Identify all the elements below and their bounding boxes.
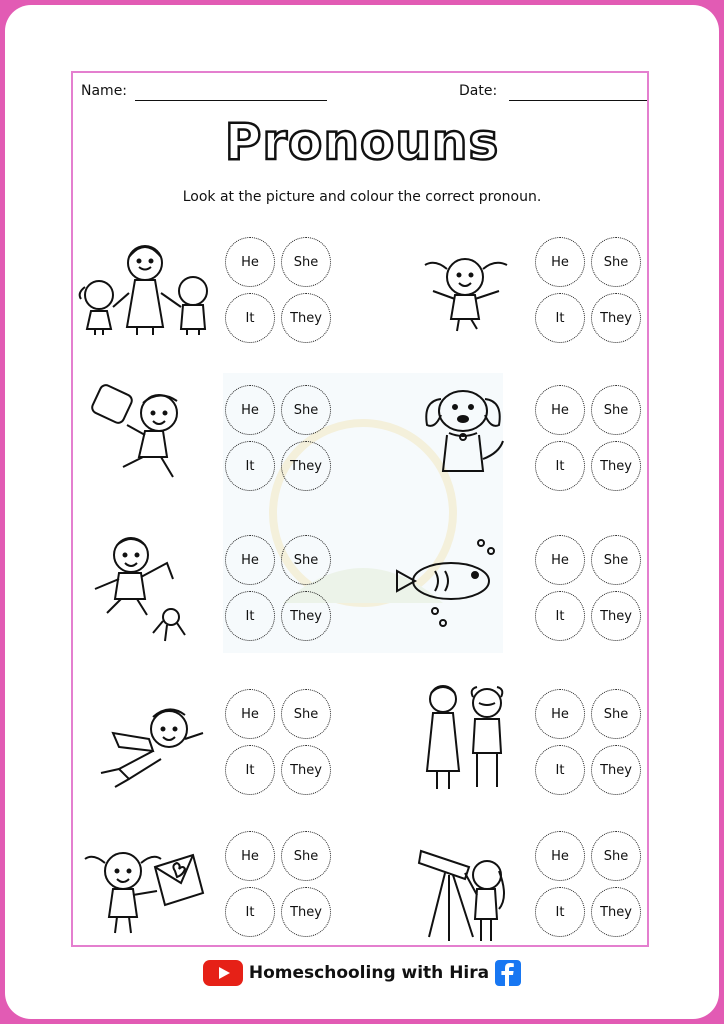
pronoun-option-they[interactable]: They xyxy=(591,745,641,795)
facebook-icon[interactable] xyxy=(495,960,521,986)
name-field[interactable] xyxy=(135,100,327,101)
pronoun-option-she[interactable]: She xyxy=(591,689,641,739)
boy-with-bag-icon xyxy=(93,383,193,487)
family-icon xyxy=(73,237,223,341)
pronoun-option-it[interactable]: It xyxy=(535,591,585,641)
pronoun-option-it[interactable]: It xyxy=(535,745,585,795)
youtube-icon[interactable] xyxy=(203,960,243,986)
pronoun-option-it[interactable]: It xyxy=(225,441,275,491)
pronoun-option-they[interactable]: They xyxy=(281,745,331,795)
flying-boy-icon xyxy=(89,699,209,793)
grandparents-icon xyxy=(419,681,519,797)
pronoun-option-they[interactable]: They xyxy=(591,441,641,491)
pronoun-option-they[interactable]: They xyxy=(281,887,331,937)
worksheet xyxy=(71,71,649,947)
pronoun-option-he[interactable]: He xyxy=(535,689,585,739)
pronoun-option-it[interactable]: It xyxy=(225,591,275,641)
pronoun-option-it[interactable]: It xyxy=(535,441,585,491)
fish-icon xyxy=(395,535,505,635)
pronoun-option-they[interactable]: They xyxy=(591,887,641,937)
pronoun-option-it[interactable]: It xyxy=(225,887,275,937)
footer xyxy=(0,956,724,990)
footer-brand: Homeschooling with Hira xyxy=(248,963,490,983)
pronoun-option-he[interactable]: He xyxy=(535,535,585,585)
pronoun-option-he[interactable]: He xyxy=(225,385,275,435)
pronoun-option-she[interactable]: She xyxy=(281,831,331,881)
pronoun-option-she[interactable]: She xyxy=(591,385,641,435)
date-label: Date: xyxy=(459,83,498,99)
pronoun-option-he[interactable]: He xyxy=(535,831,585,881)
pronoun-option-he[interactable]: He xyxy=(535,385,585,435)
boy-with-dog-icon xyxy=(89,533,199,649)
pronoun-option-she[interactable]: She xyxy=(281,385,331,435)
instruction-text: Look at the picture and colour the correct pronoun. xyxy=(182,189,542,205)
pronoun-option-he[interactable]: He xyxy=(225,831,275,881)
pronoun-option-she[interactable]: She xyxy=(281,535,331,585)
page-title: Pronouns xyxy=(224,113,500,171)
pronoun-option-he[interactable]: He xyxy=(535,237,585,287)
pronoun-option-they[interactable]: They xyxy=(281,591,331,641)
pronoun-option-it[interactable]: It xyxy=(225,745,275,795)
pronoun-option-she[interactable]: She xyxy=(591,535,641,585)
pronoun-option-they[interactable]: They xyxy=(591,293,641,343)
name-label: Name: xyxy=(81,83,128,99)
girl-with-letter-icon xyxy=(83,841,207,941)
pronoun-option-it[interactable]: It xyxy=(535,293,585,343)
girl-icon xyxy=(417,241,517,337)
pronoun-option-she[interactable]: She xyxy=(591,237,641,287)
pronoun-option-she[interactable]: She xyxy=(281,689,331,739)
pronoun-option-they[interactable]: They xyxy=(281,441,331,491)
pronoun-option-it[interactable]: It xyxy=(535,887,585,937)
pronoun-option-he[interactable]: He xyxy=(225,237,275,287)
pronoun-option-she[interactable]: She xyxy=(591,831,641,881)
pronoun-option-he[interactable]: He xyxy=(225,689,275,739)
pronoun-option-she[interactable]: She xyxy=(281,237,331,287)
pronoun-option-it[interactable]: It xyxy=(225,293,275,343)
dog-icon xyxy=(419,381,511,481)
pronoun-option-they[interactable]: They xyxy=(281,293,331,343)
pronoun-option-he[interactable]: He xyxy=(225,535,275,585)
date-field[interactable] xyxy=(509,100,647,101)
girl-with-telescope-icon xyxy=(419,837,515,949)
pronoun-option-they[interactable]: They xyxy=(591,591,641,641)
